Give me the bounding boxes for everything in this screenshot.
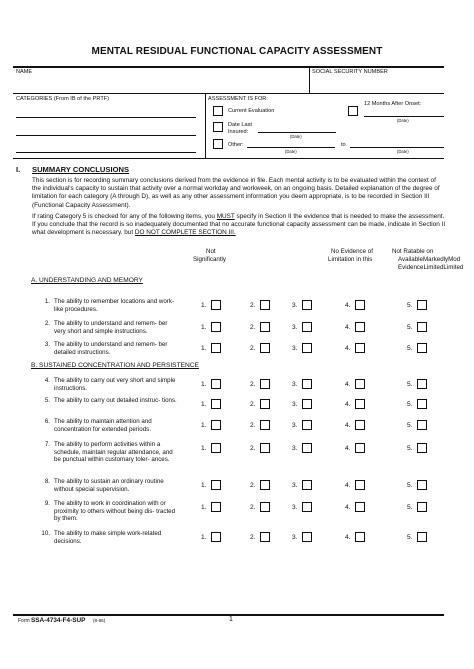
rating-option-label: 3. bbox=[292, 401, 298, 408]
instruction-text-a: If rating Category 5 is checked for any of the following items, you bbox=[32, 213, 217, 220]
rating-checkbox[interactable] bbox=[211, 399, 221, 409]
footer-page-number: 1 bbox=[229, 616, 233, 623]
form-title: MENTAL RESIDUAL FUNCTIONAL CAPACITY ASSESSMENT bbox=[91, 46, 383, 57]
rating-checkbox[interactable] bbox=[417, 443, 427, 453]
rating-checkbox[interactable] bbox=[211, 443, 221, 453]
assessment-label: ASSESSMENT IS FOR: bbox=[208, 96, 268, 102]
section-instruction-paragraph bbox=[32, 213, 446, 238]
rating-checkbox[interactable] bbox=[417, 379, 427, 389]
group-heading: B. SUSTAINED CONCENTRATION AND PERSISTENCE bbox=[31, 362, 199, 369]
twelve-months-date-line[interactable] bbox=[364, 116, 444, 117]
rating-option-label: 3. bbox=[292, 381, 298, 388]
rating-option-label: 4. bbox=[345, 422, 351, 429]
rating-checkbox[interactable] bbox=[417, 343, 427, 353]
rating-checkbox[interactable] bbox=[417, 420, 427, 430]
current-evaluation-checkbox[interactable] bbox=[213, 106, 223, 116]
section-numeral: I. bbox=[16, 165, 21, 174]
other-from-date-line[interactable] bbox=[247, 147, 335, 148]
rating-option-label: 1. bbox=[201, 422, 207, 429]
rating-checkbox[interactable] bbox=[260, 480, 270, 490]
rating-option-label: 5. bbox=[407, 324, 413, 331]
rating-option-label: 2. bbox=[250, 345, 256, 352]
twelve-months-date-caption: (Date) bbox=[397, 118, 409, 123]
rating-checkbox[interactable] bbox=[260, 443, 270, 453]
rating-option-label: 3. bbox=[292, 534, 298, 541]
rating-checkbox[interactable] bbox=[302, 379, 312, 389]
other-from-date-caption: (Date) bbox=[285, 149, 297, 154]
rating-checkbox[interactable] bbox=[211, 532, 221, 542]
item-description: The ability to understand and remem- ber detailed instructions. bbox=[54, 341, 168, 356]
twelve-months-checkbox[interactable] bbox=[348, 106, 358, 116]
section-intro-paragraph: This section is for recording summary conclusions derived from the evidence in file. Each mental activity is to be evaluated within the context of the individual's capacity to sustain that activity over a normal workday and workweek, on an ongoing basis. Detailed explanation of the degree of limitation for each category (A through D), as well as any other assessment information you deem appropriate, is to be recorded in Section III (Functional Capacity Assessment). bbox=[32, 177, 440, 209]
current-evaluation-label: Current Evaluation bbox=[228, 108, 275, 114]
rating-checkbox[interactable] bbox=[211, 379, 221, 389]
item-description: The ability to maintain attention and concentration for extended periods. bbox=[54, 418, 152, 433]
rating-checkbox[interactable] bbox=[211, 502, 221, 512]
categories-line-3[interactable] bbox=[16, 152, 196, 153]
item-number: 9. bbox=[44, 500, 50, 507]
item-description: The ability to carry out very short and simple instructions. bbox=[54, 377, 176, 392]
rating-checkbox[interactable] bbox=[302, 532, 312, 542]
rating-option-label: 3. bbox=[292, 302, 298, 309]
rating-option-label: 2. bbox=[250, 445, 256, 452]
categories-label: CATEGORIES (From IB of the PRTF) bbox=[16, 96, 110, 102]
name-label: NAME bbox=[16, 69, 33, 75]
rating-option-label: 1. bbox=[201, 324, 207, 331]
rating-option-label: 2. bbox=[250, 504, 256, 511]
rating-option-label: 5. bbox=[407, 401, 413, 408]
rating-checkbox[interactable] bbox=[211, 322, 221, 332]
date-last-insured-line[interactable] bbox=[258, 132, 336, 133]
date-last-insured-checkbox[interactable] bbox=[213, 122, 223, 132]
item-number: 5. bbox=[44, 397, 50, 404]
rating-option-label: 5. bbox=[407, 504, 413, 511]
rating-option-label: 3. bbox=[292, 504, 298, 511]
rating-checkbox[interactable] bbox=[302, 300, 312, 310]
item-description: The ability to work in coordination with or proximity to others without being dis- tracted by them. bbox=[54, 500, 176, 523]
rating-checkbox[interactable] bbox=[417, 532, 427, 542]
rating-checkbox[interactable] bbox=[211, 420, 221, 430]
rating-option-label: 1. bbox=[201, 381, 207, 388]
section-heading: SUMMARY CONCLUSIONS bbox=[32, 165, 130, 174]
item-number: 8. bbox=[44, 478, 50, 485]
instruction-must: MUST bbox=[216, 213, 235, 220]
item-description: The ability to remember locations and work-like procedures. bbox=[54, 298, 175, 313]
rating-option-label: 5. bbox=[407, 534, 413, 541]
rating-checkbox[interactable] bbox=[211, 300, 221, 310]
rating-option-label: 3. bbox=[292, 422, 298, 429]
rating-checkbox[interactable] bbox=[302, 420, 312, 430]
item-number: 2. bbox=[44, 320, 50, 327]
rating-checkbox[interactable] bbox=[260, 399, 270, 409]
rating-checkbox[interactable] bbox=[355, 502, 365, 512]
header-mid-rule bbox=[13, 93, 444, 94]
rating-checkbox[interactable] bbox=[355, 480, 365, 490]
footer-form-word: Form bbox=[18, 618, 30, 624]
rating-option-label: 1. bbox=[201, 534, 207, 541]
rating-checkbox[interactable] bbox=[417, 480, 427, 490]
rating-checkbox[interactable] bbox=[355, 443, 365, 453]
rating-option-label: 5. bbox=[407, 445, 413, 452]
rating-checkbox[interactable] bbox=[302, 399, 312, 409]
item-number: 4. bbox=[44, 377, 50, 384]
categories-line-1[interactable] bbox=[16, 117, 196, 118]
rating-checkbox[interactable] bbox=[355, 322, 365, 332]
rating-checkbox[interactable] bbox=[355, 532, 365, 542]
date-last-insured-label: Date Last Insured: bbox=[228, 122, 252, 135]
rating-checkbox[interactable] bbox=[260, 532, 270, 542]
rating-option-label: 3. bbox=[292, 324, 298, 331]
col-no-evidence-2: Limitation in this bbox=[328, 256, 373, 263]
rating-checkbox[interactable] bbox=[260, 379, 270, 389]
item-description: The ability to understand and remem- ber very short and simple instructions. bbox=[54, 320, 168, 335]
rating-checkbox[interactable] bbox=[260, 420, 270, 430]
item-number: 6. bbox=[44, 418, 50, 425]
rating-checkbox[interactable] bbox=[260, 300, 270, 310]
col-not-significantly-2: Significantly bbox=[193, 256, 227, 263]
footer-form-date: (8-85) bbox=[93, 618, 106, 623]
rating-checkbox[interactable] bbox=[417, 399, 427, 409]
other-label: Other: bbox=[228, 142, 244, 148]
rating-option-label: 5. bbox=[407, 345, 413, 352]
rating-option-label: 2. bbox=[250, 381, 256, 388]
header-bottom-rule bbox=[13, 158, 444, 159]
col-no-evidence-1: No Evidence of bbox=[331, 248, 373, 255]
rating-checkbox[interactable] bbox=[260, 343, 270, 353]
rating-checkbox[interactable] bbox=[260, 322, 270, 332]
ssn-label: SOCIAL SECURITY NUMBER bbox=[312, 69, 388, 75]
col-not-ratable-2: AvailableMarkedlyMod bbox=[398, 256, 461, 263]
rating-checkbox[interactable] bbox=[260, 502, 270, 512]
rating-checkbox[interactable] bbox=[355, 420, 365, 430]
rating-checkbox[interactable] bbox=[355, 300, 365, 310]
rating-option-label: 4. bbox=[345, 445, 351, 452]
instruction-do-not-complete: DO NOT COMPLETE SECTION III. bbox=[134, 229, 236, 237]
rating-option-label: 2. bbox=[250, 401, 256, 408]
rating-option-label: 5. bbox=[407, 482, 413, 489]
rating-option-label: 5. bbox=[407, 302, 413, 309]
rating-checkbox[interactable] bbox=[302, 480, 312, 490]
rating-checkbox[interactable] bbox=[417, 502, 427, 512]
rating-option-label: 2. bbox=[250, 422, 256, 429]
other-to-date-caption: (Date) bbox=[397, 149, 409, 154]
header-top-rule bbox=[13, 66, 444, 68]
rating-option-label: 4. bbox=[345, 345, 351, 352]
categories-line-2[interactable] bbox=[16, 135, 196, 136]
rating-option-label: 4. bbox=[345, 381, 351, 388]
other-checkbox[interactable] bbox=[213, 139, 223, 149]
other-to-date-line[interactable] bbox=[350, 147, 444, 148]
item-description: The ability to perform activities within a schedule, maintain regular attendance, and be punctual within customary toler- ances. bbox=[54, 441, 173, 464]
rating-option-label: 4. bbox=[345, 324, 351, 331]
item-number: 10. bbox=[41, 530, 50, 537]
rating-option-label: 1. bbox=[201, 302, 207, 309]
col-not-significantly-1: Not bbox=[206, 248, 216, 255]
item-number: 1. bbox=[44, 298, 50, 305]
rating-checkbox[interactable] bbox=[302, 443, 312, 453]
name-ssn-divider bbox=[309, 66, 310, 93]
footer-form-number: SSA-4734-F4-SUP bbox=[31, 617, 86, 624]
rating-option-label: 2. bbox=[250, 302, 256, 309]
instruction-text-b: specify in Section II the evidence that is needed to make the assessment. If you conclude that the record is so inadequately documented that no accurate functional capacity assessment can be made, indicate in Section II what development is necessary. but bbox=[32, 213, 446, 237]
rating-option-label: 3. bbox=[292, 482, 298, 489]
rating-option-label: 2. bbox=[250, 482, 256, 489]
twelve-months-label: 12 Months After Onset: bbox=[364, 101, 422, 107]
rating-option-label: 4. bbox=[345, 534, 351, 541]
item-description: The ability to make simple work-related decisions. bbox=[54, 530, 162, 545]
rating-option-label: 1. bbox=[201, 504, 207, 511]
rating-option-label: 1. bbox=[201, 345, 207, 352]
rating-option-label: 3. bbox=[292, 445, 298, 452]
date-last-insured-caption: (Date) bbox=[290, 134, 302, 139]
col-not-ratable-3: EvidenceLimitedLimited bbox=[398, 264, 464, 271]
rating-checkbox[interactable] bbox=[417, 322, 427, 332]
rating-checkbox[interactable] bbox=[417, 300, 427, 310]
col-not-ratable-1: Not Ratable on bbox=[392, 248, 434, 255]
item-description: The ability to sustain an ordinary routine without special supervision. bbox=[54, 478, 164, 493]
col-not-ratable-clip bbox=[392, 256, 474, 272]
rating-checkbox[interactable] bbox=[211, 480, 221, 490]
rating-option-label: 1. bbox=[201, 445, 207, 452]
rating-option-label: 4. bbox=[345, 504, 351, 511]
rating-option-label: 4. bbox=[345, 302, 351, 309]
rating-option-label: 2. bbox=[250, 324, 256, 331]
rating-option-label: 5. bbox=[407, 381, 413, 388]
rating-option-label: 4. bbox=[345, 482, 351, 489]
rating-option-label: 4. bbox=[345, 401, 351, 408]
rating-option-label: 2. bbox=[250, 534, 256, 541]
rating-checkbox[interactable] bbox=[211, 343, 221, 353]
rating-checkbox[interactable] bbox=[302, 322, 312, 332]
rating-checkbox[interactable] bbox=[355, 343, 365, 353]
rating-option-label: 5. bbox=[407, 422, 413, 429]
item-number: 7. bbox=[44, 441, 50, 448]
rating-option-label: 3. bbox=[292, 345, 298, 352]
categories-assessment-divider bbox=[205, 93, 206, 158]
group-heading: A. UNDERSTANDING AND MEMORY bbox=[31, 277, 143, 284]
item-description: The ability to carry out detailed instruc- tions. bbox=[54, 397, 177, 404]
item-number: 3. bbox=[44, 341, 50, 348]
rating-checkbox[interactable] bbox=[355, 399, 365, 409]
rating-checkbox[interactable] bbox=[302, 502, 312, 512]
to-label: to bbox=[341, 142, 346, 148]
rating-checkbox[interactable] bbox=[302, 343, 312, 353]
rating-option-label: 1. bbox=[201, 401, 207, 408]
rating-option-label: 1. bbox=[201, 482, 207, 489]
rating-checkbox[interactable] bbox=[355, 379, 365, 389]
